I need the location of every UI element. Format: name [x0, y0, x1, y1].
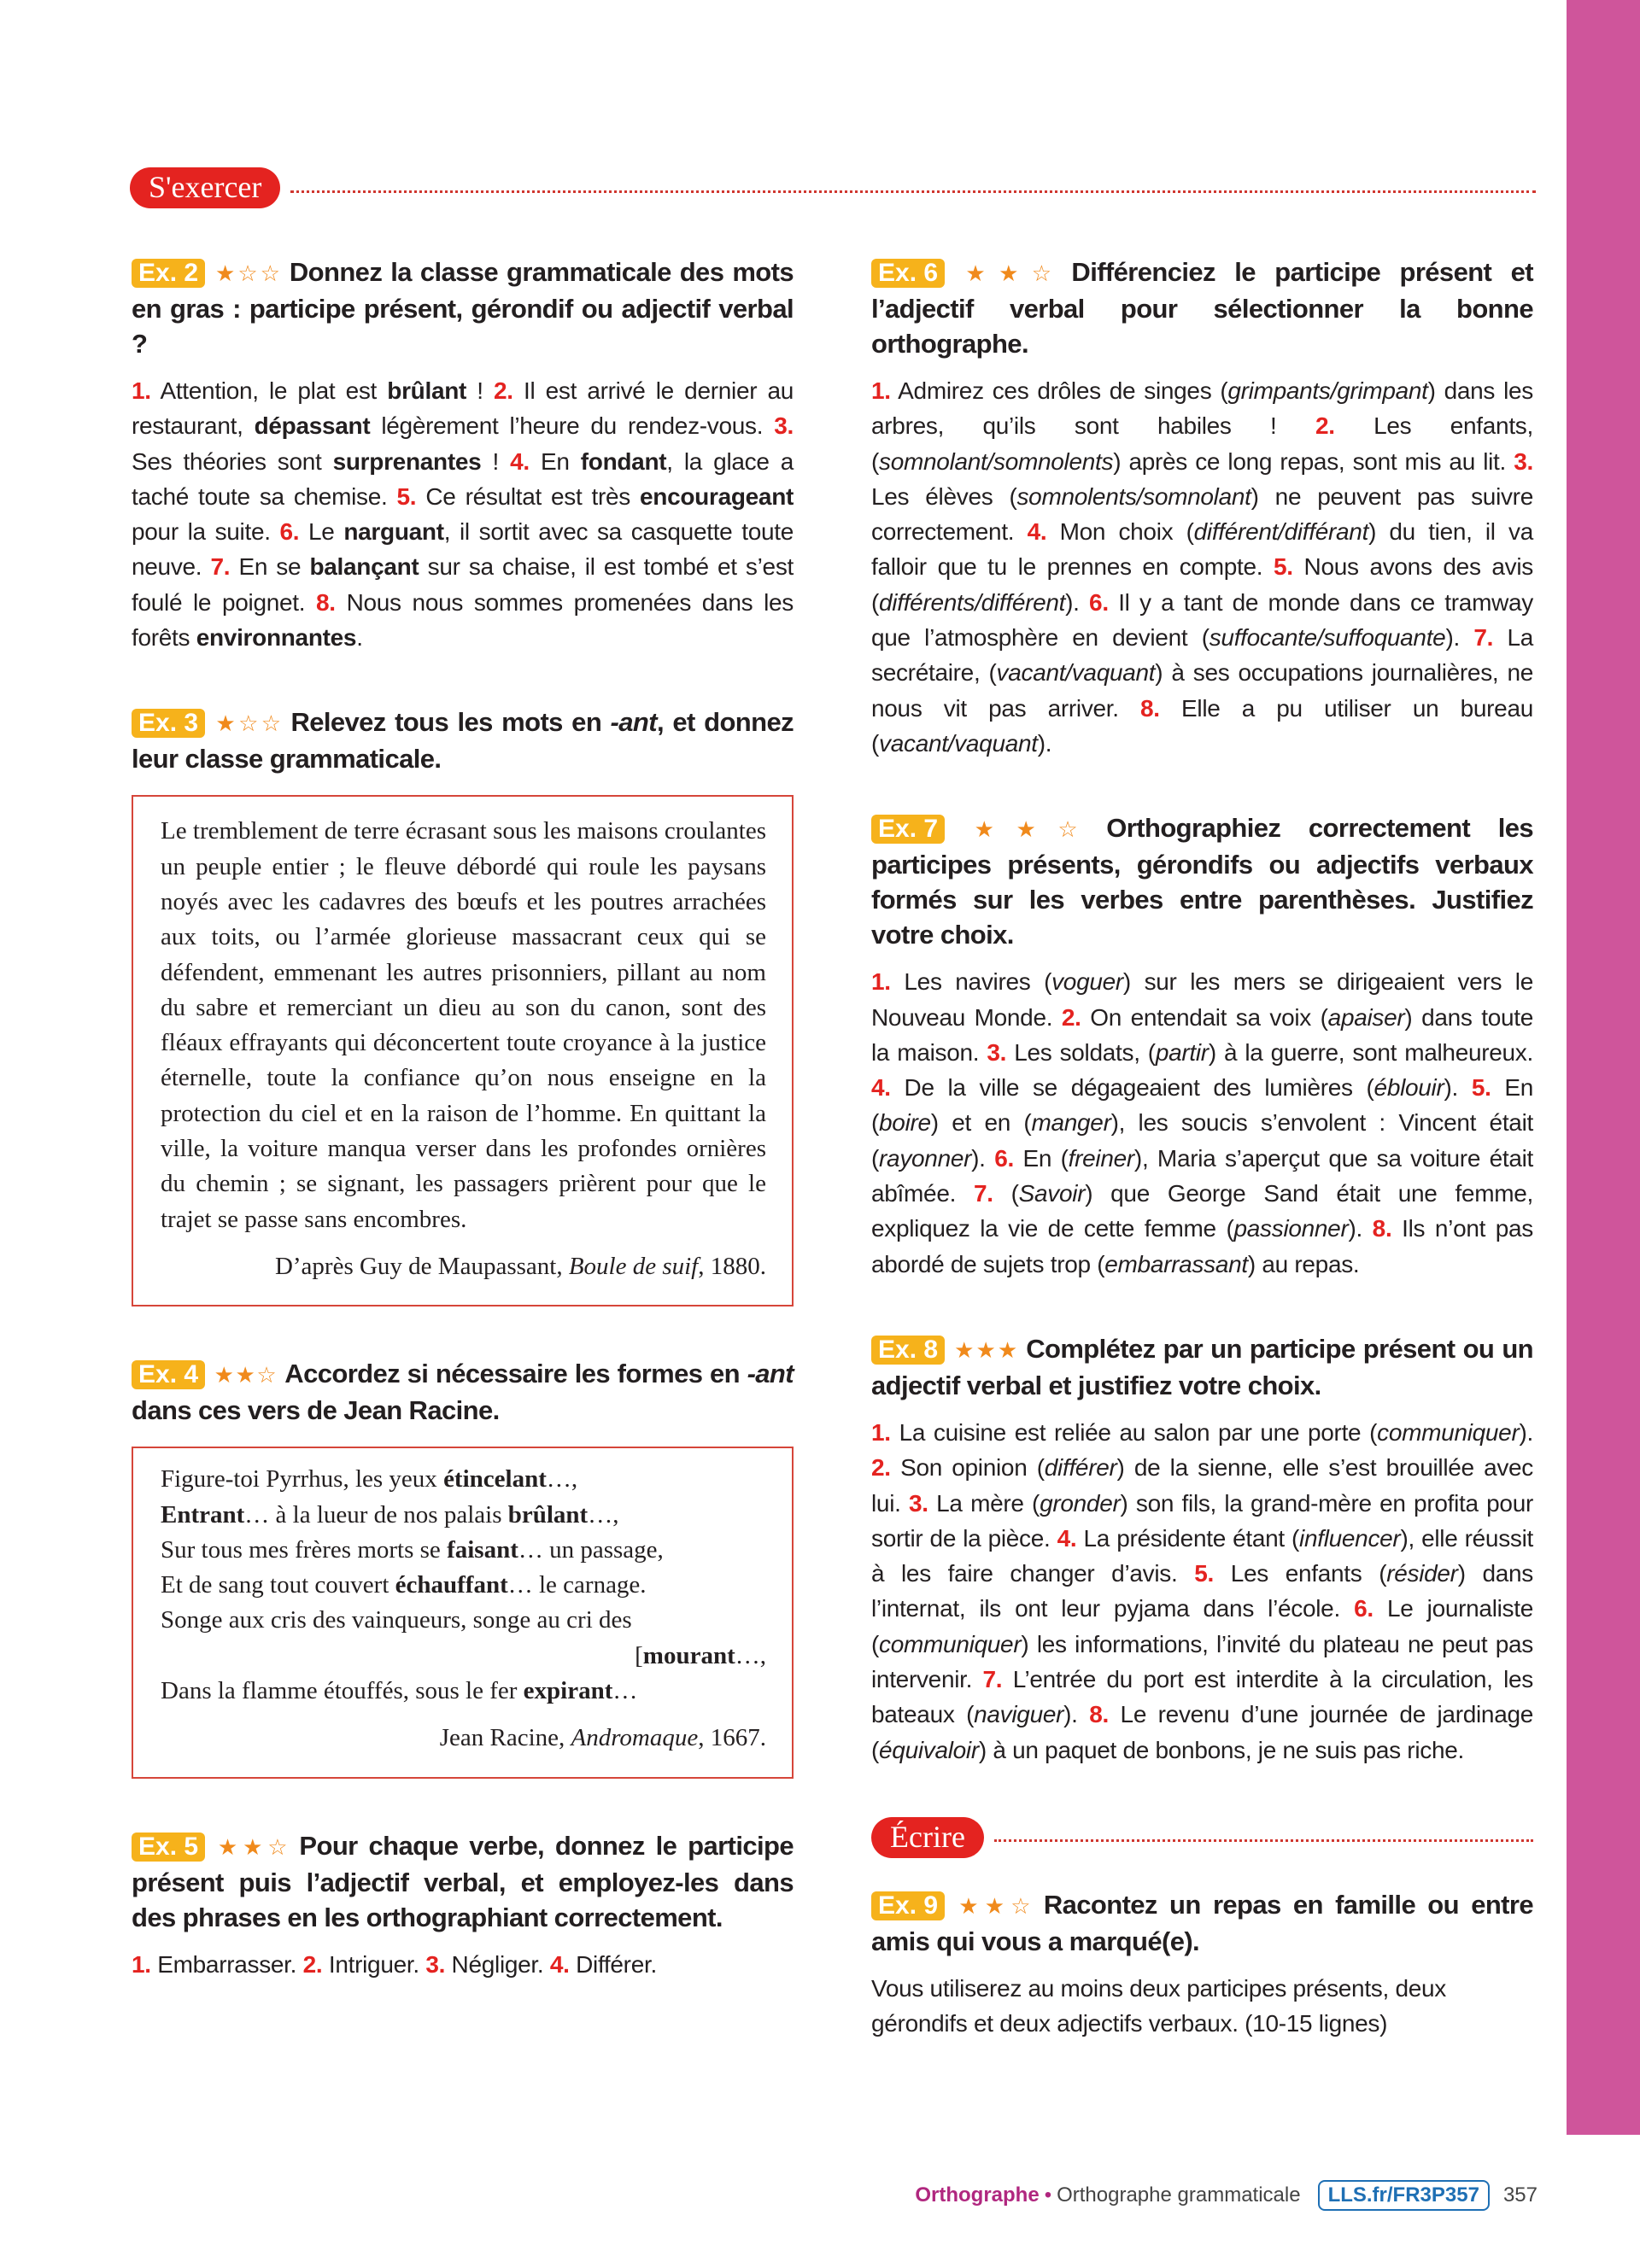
page-edge-tab — [1567, 0, 1640, 2135]
exercise-9-body: Vous utiliserez au moins deux participes présents, deux gérondifs et deux adjectifs verbaux. (10-15 lignes) — [871, 1974, 1446, 2037]
source-year: , 1667. — [698, 1724, 766, 1752]
exercise-item: 4. Mon choix (différent/différant) du tien, il va falloir que tu le prennes en compte. — [871, 518, 1533, 581]
exercise-item: 3. Les élèves (somnolents/somnolant) ne peuvent pas suivre correctement. — [871, 447, 1533, 546]
item-text: La mère (gronder) son fils, la grand-mère en profita pour sortir de la pièce. — [871, 1489, 1533, 1552]
item-number: 3. — [425, 1950, 446, 1978]
item-verb: Savoir — [1018, 1180, 1086, 1207]
item-number: 4. — [549, 1950, 570, 1978]
item-number: 4. — [1057, 1524, 1077, 1552]
item-verb: résider — [1386, 1560, 1458, 1587]
item-keyword: dépassant — [254, 412, 371, 440]
exercise-6-body — [871, 373, 1533, 761]
item-verb: voguer — [1051, 968, 1123, 996]
exercise-item — [871, 1419, 1533, 1446]
source-author: Jean Racine, — [439, 1724, 571, 1752]
item-number: 5. — [1274, 553, 1293, 581]
exercise-item: 7. En se balançant sur sa chaise, il est tombé et s’est foulé le poignet. — [132, 553, 794, 616]
item-number: 5. — [396, 482, 417, 510]
source-title: Andromaque — [571, 1724, 699, 1752]
item-verb: passionner — [1233, 1215, 1349, 1242]
item-number: 6. — [1089, 588, 1109, 616]
difficulty-stars-icon: ★★☆ — [214, 1362, 278, 1388]
item-text: La présidente étant (influencer), elle réussit à les faire changer d’avis. — [871, 1524, 1533, 1587]
item-number: 8. — [1372, 1215, 1392, 1242]
difficulty-stars-icon: ★☆☆ — [214, 710, 284, 737]
item-number: 7. — [210, 553, 231, 581]
exercise-item: 4. En fondant, la glace a taché toute sa chemise. — [132, 447, 794, 510]
item-verb: différer — [1044, 1454, 1117, 1482]
item-choice: grimpants/grimpant — [1227, 377, 1428, 404]
exercise-5 — [132, 1828, 794, 1982]
exercise-badge: Ex. 4 — [132, 1360, 205, 1389]
exercise-item: 7. La secrétaire, (vacant/vaquant) à ses occupations journalières, ne nous vit pas arriver. — [871, 624, 1534, 722]
instruction-suffix: -ant — [747, 1359, 794, 1389]
difficulty-stars-icon: ★★☆ — [953, 816, 1100, 843]
difficulty-stars-icon: ★★★ — [953, 1336, 1020, 1363]
exercise-9-title — [871, 1887, 1533, 1959]
item-choice: vacant/vaquant — [879, 729, 1038, 757]
item-number: 8. — [1140, 694, 1160, 722]
item-verb: influencer — [1299, 1524, 1401, 1552]
exercise-instruction: Orthographiez correctement les participes présents, gérondifs ou adjectifs verbaux formés sur les verbes entre parenthèses. Justifiez votre choix. — [871, 813, 1533, 950]
exercise-item: 1. Admirez ces drôles de singes (grimpants/grimpant) dans les arbres, qu’ils sont habiles ! — [871, 377, 1533, 440]
excerpt-text: Le tremblement de terre écrasant sous les maisons croulantes un peuple entier ; le fleuve débordé qui roule les paysans noyés avec les cadavres des bœufs et les poutres arrachées aux toits, ou l’armée glorieuse massacrant ceux qui se défendent, emmenant les autres prisonniers, pillant au nom du sabre et remerciant un dieu au son du canon, sont des fléaux effrayants qui déconcertent toute croyance à la justice éternelle, toute la confiance qu’on nous enseigne en la protection du ciel et en la raison de l’homme. En quittant la ville, la voiture manqua verser dans les profondes ornières du chemin ; se signant, les passagers prièrent pour que le trajet se passe sans encombres. — [161, 817, 766, 1233]
item-choice: somnolant/somnolents — [879, 447, 1114, 475]
item-keyword: encourageant — [640, 482, 794, 510]
item-number: 3. — [1514, 447, 1533, 475]
exercise-item: 2. Intriguer. — [302, 1950, 426, 1978]
item-number: 7. — [1473, 624, 1494, 652]
item-number: 2. — [871, 1454, 891, 1482]
item-keyword: environnantes — [196, 624, 357, 652]
item-text: En (boire) et en (manger), les soucis s’envolent : Vincent était (rayonner). — [871, 1074, 1534, 1172]
item-number: 4. — [510, 447, 530, 475]
item-text: En (freiner), Maria s’aperçut que sa voiture était abîmée. — [871, 1144, 1534, 1207]
item-number: 2. — [1315, 412, 1335, 440]
item-text: Le revenu d’une journée de jardinage (équivaloir) à un paquet de bonbons, je ne suis pas riche. — [871, 1701, 1534, 1763]
excerpt-source — [161, 1721, 766, 1756]
item-choice: suffocante/suffoquante — [1209, 624, 1446, 652]
footer-subtopic: Orthographe grammaticale — [1057, 2183, 1301, 2207]
difficulty-stars-icon: ★★☆ — [953, 1892, 1037, 1919]
item-keyword: fondant — [580, 447, 667, 475]
exercise-item: 3. Négliger. — [425, 1950, 550, 1978]
item-verb: éblouir — [1374, 1074, 1444, 1102]
item-number: 1. — [132, 1950, 151, 1978]
item-number: 6. — [279, 518, 300, 546]
item-choice: différents/différent — [879, 588, 1066, 616]
exercise-instruction: Relevez tous les mots en — [290, 707, 611, 738]
exercise-badge: Ex. 5 — [132, 1833, 205, 1862]
exercise-item: 8. Elle a pu utiliser un bureau (vacant/vaquant). — [871, 694, 1533, 757]
verse-line: Sur tous mes frères morts se faisant… un passage, — [161, 1535, 664, 1564]
item-text: La cuisine est reliée au salon par une porte (communiquer). — [899, 1418, 1533, 1446]
item-keyword: balançant — [309, 553, 419, 581]
verse-line: Et de sang tout couvert échauffant… le carnage. — [161, 1571, 647, 1599]
exercise-item: 1. Attention, le plat est brûlant ! — [132, 377, 483, 404]
verse-line: Figure-toi Pyrrhus, les yeux étincelant…, — [161, 1465, 578, 1493]
item-text: (Savoir) que George Sand était une femme, expliquez la vie de cette femme (passionner). — [871, 1180, 1533, 1242]
item-number: 1. — [871, 377, 891, 404]
item-number: 8. — [1089, 1701, 1109, 1728]
page-number: 357 — [1502, 2183, 1538, 2207]
left-column — [132, 254, 794, 2031]
item-text: Les soldats, (partir) à la guerre, sont malheureux. — [1014, 1038, 1533, 1066]
exercise-3 — [132, 704, 794, 1306]
page-footer — [863, 2180, 1538, 2211]
right-column — [871, 254, 1533, 2091]
item-number: 8. — [316, 588, 336, 616]
item-choice: somnolents/somnolant — [1016, 482, 1251, 510]
item-number: 2. — [1061, 1003, 1081, 1031]
dotted-rule — [290, 190, 1536, 193]
section-title-exercise: S'exercer — [130, 167, 280, 208]
verse-line: Entrant… à la lueur de nos palais brûlant…, — [161, 1500, 619, 1529]
section-header-write — [871, 1817, 1533, 1858]
item-verb: communiquer — [1377, 1418, 1520, 1446]
item-verb: gronder — [1040, 1489, 1121, 1517]
item-number: 7. — [973, 1180, 993, 1207]
difficulty-stars-icon: ★★☆ — [953, 260, 1065, 286]
item-text: Les navires (voguer) sur les mers se dirigeaient vers le Nouveau Monde. — [871, 968, 1534, 1031]
item-number: 3. — [908, 1489, 928, 1517]
excerpt-source — [161, 1249, 766, 1284]
exercise-instruction-end: dans ces vers de Jean Racine. — [132, 1395, 500, 1426]
exercise-badge: Ex. 6 — [871, 259, 945, 288]
footer-link[interactable]: LLS.fr/FR3P357 — [1318, 2180, 1490, 2211]
item-text: L’entrée du port est interdite à la circulation, les bateaux (naviguer). — [871, 1666, 1533, 1728]
item-text: De la ville se dégageaient des lumières (éblouir). — [904, 1074, 1459, 1102]
item-verb: boire — [879, 1109, 931, 1137]
exercise-9 — [871, 1887, 1533, 2042]
item-number: 5. — [1471, 1074, 1491, 1102]
exercise-badge: Ex. 9 — [871, 1891, 945, 1920]
exercise-badge: Ex. 3 — [132, 709, 205, 738]
exercise-5-body — [132, 1947, 794, 1982]
exercise-7 — [871, 810, 1533, 1282]
instruction-suffix: -ant — [610, 707, 657, 738]
item-verb: équivaloir — [879, 1736, 979, 1763]
exercise-instruction: Pour chaque verbe, donnez le participe présent puis l’adjectif verbal, et employez-les dans des phrases en les orthographiant correctement. — [132, 1830, 794, 1932]
exercise-3-title — [132, 704, 794, 776]
item-verb: manger — [1031, 1109, 1111, 1137]
item-verb: embarrassant — [1104, 1250, 1248, 1277]
item-number: 3. — [774, 412, 794, 440]
exercise-6-title — [871, 254, 1533, 361]
exercise-instruction: Différenciez le participe présent et l’adjectif verbal pour sélectionner la bonne orthographe. — [871, 257, 1533, 359]
item-number: 6. — [1354, 1595, 1374, 1622]
verse-line: Dans la flamme étouffés, sous le fer expirant… — [161, 1677, 638, 1705]
item-number: 1. — [132, 377, 151, 404]
difficulty-stars-icon: ★★☆ — [214, 1833, 293, 1860]
item-choice: différent/différant — [1193, 518, 1369, 546]
exercise-2 — [132, 254, 794, 655]
item-number: 4. — [871, 1074, 891, 1102]
item-verb: rayonner — [879, 1144, 972, 1172]
section-title-write: Écrire — [871, 1817, 984, 1858]
exercise-instruction-end: , et donnez leur classe grammaticale. — [132, 707, 794, 775]
item-verb: freiner — [1068, 1144, 1134, 1172]
exercise-item: 5. Ce résultat est très encourageant pour la suite. — [132, 482, 794, 546]
footer-topic: Orthographe — [915, 2183, 1040, 2207]
exercise-item: 1. Embarrasser. — [132, 1950, 303, 1978]
item-keyword: narguant — [343, 518, 444, 546]
exercise-item: 5. Nous avons des avis (différents/différent). — [871, 553, 1534, 616]
exercise-8-body — [871, 1415, 1533, 1768]
verse-line: Songe aux cris des vainqueurs, songe au cri des — [161, 1606, 632, 1634]
item-text: On entendait sa voix (apaiser) dans toute la maison. — [871, 1003, 1533, 1066]
exercise-item: 2. Il est arrivé le dernier au restaurant, dépassant légèrement l’heure du rendez-vous. — [132, 377, 794, 440]
exercise-2-body — [132, 373, 794, 655]
item-keyword: brûlant — [387, 377, 467, 404]
exercise-4-title — [132, 1356, 794, 1428]
item-number: 4. — [1027, 518, 1047, 546]
footer-separator: • — [1044, 2183, 1052, 2207]
exercise-item: 6. Le narguant, il sortit avec sa casquette toute neuve. — [132, 518, 794, 581]
exercise-item: 6. Il y a tant de monde dans ce tramway que l’atmosphère en devient (suffocante/suffoquante). — [871, 588, 1533, 652]
exercise-instruction: Complétez par un participe présent ou un adjectif verbal et justifiez votre choix. — [871, 1333, 1533, 1400]
exercise-badge: Ex. 2 — [132, 259, 205, 288]
source-author: D’après Guy de Maupassant, — [274, 1252, 569, 1280]
exercise-6 — [871, 254, 1533, 761]
exercise-item — [987, 1039, 1533, 1066]
item-number: 5. — [1194, 1560, 1214, 1587]
exercise-badge: Ex. 7 — [871, 815, 945, 844]
exercise-instruction: Donnez la classe grammaticale des mots en gras : participe présent, gérondif ou adjectif verbal ? — [132, 257, 794, 359]
exercise-instruction: Accordez si nécessaire les formes en — [284, 1359, 747, 1389]
item-number: 1. — [871, 968, 891, 996]
item-choice: vacant/vaquant — [996, 659, 1156, 687]
exercise-item: 3. Ses théories sont surprenantes ! — [132, 412, 794, 475]
item-verb: partir — [1155, 1038, 1209, 1066]
exercise-5-title — [132, 1828, 794, 1935]
exercise-item: 2. Les enfants, (somnolant/somnolents) après ce long repas, sont mis au lit. — [871, 412, 1533, 475]
item-text: Les enfants (résider) dans l’internat, ils ont leur pyjama dans l’école. — [871, 1560, 1533, 1622]
difficulty-stars-icon: ★☆☆ — [214, 260, 283, 286]
exercise-item: 8. Nous nous sommes promenées dans les forêts environnantes. — [132, 588, 794, 652]
item-verb: communiquer — [879, 1630, 1022, 1657]
item-text: Ils n’ont pas abordé de sujets trop (embarrassant) au repas. — [871, 1215, 1533, 1277]
exercise-7-body — [871, 964, 1533, 1282]
exercise-8-title — [871, 1331, 1533, 1403]
verse-line: [mourant…, — [635, 1641, 766, 1669]
dotted-rule — [994, 1839, 1533, 1842]
verse-excerpt-box — [132, 1447, 794, 1778]
exercise-item: 4. Différer. — [549, 1950, 657, 1978]
item-number: 2. — [302, 1950, 323, 1978]
item-number: 2. — [494, 377, 513, 404]
literary-excerpt-box — [132, 795, 794, 1306]
item-keyword: surprenantes — [332, 447, 482, 475]
item-number: 3. — [987, 1038, 1007, 1066]
item-number: 6. — [994, 1144, 1014, 1172]
item-verb: naviguer — [974, 1701, 1064, 1728]
exercise-instruction: Racontez un repas en famille ou entre amis qui vous a marqué(e). — [871, 1889, 1534, 1956]
exercise-item — [871, 1074, 1472, 1101]
exercise-2-title — [132, 254, 794, 361]
item-number: 7. — [982, 1666, 1003, 1693]
source-year: , 1880. — [698, 1252, 766, 1280]
item-number: 1. — [871, 1418, 891, 1446]
section-header-exercise — [130, 167, 1536, 208]
item-verb: apaiser — [1327, 1003, 1405, 1031]
item-text: Son opinion (différer) de la sienne, elle s’est brouillée avec lui. — [871, 1454, 1534, 1517]
item-text: Le journaliste (communiquer) les informations, l’invité du plateau ne peut pas intervenir. — [871, 1595, 1533, 1693]
exercise-badge: Ex. 8 — [871, 1336, 945, 1365]
exercise-8 — [871, 1331, 1533, 1768]
source-title: Boule de suif — [568, 1252, 699, 1280]
exercise-7-title — [871, 810, 1533, 952]
exercise-4 — [132, 1356, 794, 1778]
